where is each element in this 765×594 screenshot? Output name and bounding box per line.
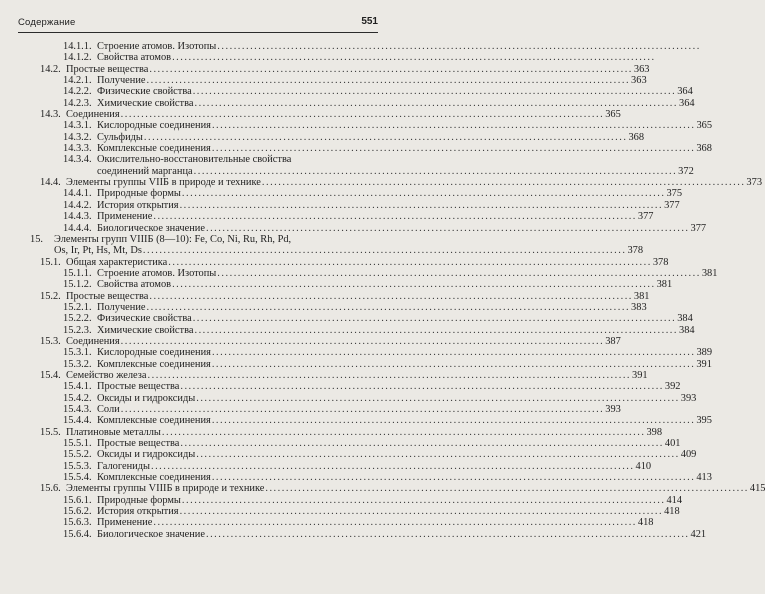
leader-dots <box>168 257 652 268</box>
toc-entry-number: 15.1. <box>40 256 61 268</box>
leader-dots <box>217 41 701 52</box>
toc-entry-title: Получение <box>97 301 146 313</box>
toc-entry-number: 15.3.1. <box>63 347 92 359</box>
toc-entry-page: 415 <box>749 483 765 495</box>
toc-entry-title: Физические свойства <box>97 86 192 98</box>
toc-entry-title: Сульфиды <box>97 131 143 143</box>
header-title: Содержание <box>18 17 76 28</box>
toc-entry <box>30 381 681 393</box>
toc-entry-title: Элементы групп VIIIБ (8—10): Fe, Co, Ni, Ru, Rh, Pd, <box>54 233 292 245</box>
table-of-contents <box>30 41 765 540</box>
header-page-number: 551 <box>361 16 378 27</box>
toc-entry-page: 368 <box>696 143 712 155</box>
toc-entry-page: 398 <box>646 426 663 438</box>
toc-entry-title: Природные формы <box>97 494 181 506</box>
toc-entry <box>30 392 697 404</box>
toc-entry <box>30 517 654 529</box>
leader-dots <box>212 347 696 358</box>
toc-entry-page: 364 <box>679 97 695 109</box>
leader-dots <box>217 268 701 279</box>
toc-entry-page: 378 <box>627 245 644 257</box>
toc-entry <box>30 324 695 336</box>
leader-dots <box>153 517 637 528</box>
toc-entry <box>30 369 648 381</box>
toc-entry-number: 14.2.3. <box>63 97 92 109</box>
toc-entry-title: Строение атомов. Изотопы <box>97 41 217 52</box>
toc-entry-number: 15.2.3. <box>63 324 92 336</box>
leader-dots <box>212 120 696 131</box>
toc-entry-page: 395 <box>696 415 712 427</box>
toc-entry-page: 381 <box>633 290 650 302</box>
toc-entry-page: 384 <box>677 313 693 325</box>
toc-entry <box>30 301 647 313</box>
toc-entry-page: 391 <box>696 358 712 370</box>
leader-dots <box>206 223 690 234</box>
toc-entry-number: 15.5.1. <box>63 438 92 450</box>
toc-entry <box>30 347 713 359</box>
toc-entry-title: Простые вещества <box>66 63 149 75</box>
toc-entry <box>30 211 654 223</box>
toc-entry-title: Галогениды <box>97 460 150 472</box>
leader-dots <box>212 415 696 426</box>
toc-entry <box>30 52 375 63</box>
toc-entry-number: 15.5.3. <box>63 460 92 472</box>
toc-entry-page: 409 <box>680 449 697 461</box>
toc-entry-number: 14.4.1. <box>63 188 92 200</box>
leader-dots <box>147 75 631 86</box>
toc-entry-page: 377 <box>637 211 654 223</box>
toc-entry <box>30 404 621 415</box>
toc-entry-page: 387 <box>605 335 621 347</box>
toc-entry-page: 418 <box>637 517 654 529</box>
toc-entry-title: Соединения <box>66 335 120 347</box>
toc-entry-number: 15.6. <box>40 483 61 495</box>
toc-entry-page: 392 <box>664 381 681 393</box>
toc-entry-number: 14.3.3. <box>63 143 92 155</box>
toc-entry-title: Оксиды и гидроксиды <box>97 392 196 404</box>
toc-entry-title: Строение атомов. Изотопы <box>97 267 217 279</box>
toc-entry <box>30 63 650 75</box>
toc-entry-number: 15.6.1. <box>63 494 92 506</box>
toc-entry-number: 14.3.1. <box>63 120 92 132</box>
toc-entry <box>30 267 718 279</box>
toc-entry-number: 15.4.1. <box>63 381 92 393</box>
toc-entry-number: 15.3. <box>40 335 61 347</box>
toc-entry-title: Элементы группы VIIБ в природе и технике <box>66 177 261 189</box>
leader-dots <box>153 211 637 222</box>
toc-entry-page: 373 <box>746 177 763 189</box>
toc-entry-number: 14.3.4. <box>63 154 92 166</box>
toc-entry-number: 15.3.2. <box>63 358 92 370</box>
toc-entry-title: Комплексные соединения <box>97 472 211 484</box>
toc-entry-number: 15.4.4. <box>63 415 92 427</box>
toc-entry-page: 363 <box>633 63 650 75</box>
toc-entry-page: 365 <box>696 120 713 132</box>
toc-entry-number: 14.3.2. <box>63 131 92 143</box>
leader-dots <box>148 370 632 381</box>
toc-entry-number: 15. <box>30 233 43 245</box>
toc-entry <box>30 506 680 518</box>
toc-entry-page: 413 <box>696 472 712 484</box>
toc-entry <box>30 41 375 52</box>
toc-entry-number: 14.1.1. <box>63 41 92 52</box>
leader-dots <box>262 177 746 188</box>
leader-dots <box>151 461 635 472</box>
toc-entry <box>30 279 673 291</box>
toc-entry-page: 383 <box>631 301 647 313</box>
leader-dots <box>196 393 680 404</box>
toc-entry-title: Получение <box>97 75 146 87</box>
toc-entry-page: 372 <box>678 165 694 177</box>
toc-entry-title: Общая характеристика <box>66 256 168 268</box>
toc-entry-number: 14.2.2. <box>63 86 92 98</box>
toc-entry-title: Соединения <box>66 109 120 121</box>
toc-entry <box>30 233 644 257</box>
toc-entry <box>30 256 669 268</box>
toc-entry-number: 15.2.1. <box>63 301 92 313</box>
toc-entry-title: Комплексные соединения <box>97 358 211 370</box>
toc-entry <box>30 154 694 177</box>
toc-entry-page: 384 <box>679 324 695 336</box>
leader-dots <box>194 325 678 336</box>
toc-entry-number: 15.4.3. <box>63 404 92 415</box>
toc-entry-page: 401 <box>664 438 681 450</box>
toc-entry-number: 14.4. <box>40 177 61 189</box>
toc-entry <box>30 75 647 87</box>
running-header <box>18 15 378 33</box>
toc-entry-title: Окислительно-восстановительные свойства <box>97 154 292 166</box>
toc-entry-page: 418 <box>664 506 680 518</box>
toc-entry <box>30 335 621 347</box>
leader-dots <box>162 427 646 438</box>
toc-entry-title: Простые вещества <box>66 290 149 302</box>
toc-entry-title: Комплексные соединения <box>97 143 211 155</box>
toc-entry-page: 381 <box>701 267 718 279</box>
toc-entry <box>30 415 712 427</box>
leader-dots <box>265 483 749 494</box>
toc-entry-page: 377 <box>664 199 680 211</box>
toc-entry-number: 15.6.4. <box>63 528 92 540</box>
toc-entry-page: 421 <box>690 528 707 540</box>
leader-dots <box>180 200 664 211</box>
leader-dots <box>212 472 696 483</box>
toc-entry <box>30 483 765 495</box>
toc-entry-number: 15.2. <box>40 290 61 302</box>
toc-entry-number: 15.2.2. <box>63 313 92 325</box>
toc-entry <box>30 449 697 461</box>
toc-entry-title: Простые вещества <box>97 381 180 393</box>
toc-entry-title: Кислородные соединения <box>97 120 211 132</box>
leader-dots <box>182 495 666 506</box>
leader-dots <box>172 52 656 63</box>
toc-entry-number: 15.4.2. <box>63 392 92 404</box>
toc-entry <box>30 188 683 200</box>
toc-entry <box>30 109 621 121</box>
leader-dots <box>180 506 664 517</box>
leader-dots <box>172 279 656 290</box>
toc-entry <box>30 199 680 211</box>
toc-entry-page: 375 <box>666 188 683 200</box>
toc-entry-title: Физические свойства <box>97 313 192 325</box>
toc-entry <box>30 290 650 302</box>
toc-entry-title: Химические свойства <box>97 324 194 336</box>
leader-dots <box>180 438 664 449</box>
leader-dots <box>143 245 627 256</box>
toc-entry-page: 410 <box>635 460 652 472</box>
toc-entry-number: 14.2. <box>40 63 61 75</box>
toc-entry-page: 377 <box>690 222 707 234</box>
toc-entry-title: Соли <box>97 404 120 415</box>
toc-entry <box>30 143 712 155</box>
toc-entry-title: Платиновые металлы <box>66 426 161 438</box>
leader-dots <box>212 143 696 154</box>
toc-entry-title: Семейство железа <box>66 369 147 381</box>
leader-dots <box>144 132 628 143</box>
toc-entry <box>30 313 693 325</box>
toc-entry-page: 391 <box>632 369 648 381</box>
toc-entry-number: 14.4.2. <box>63 199 92 211</box>
toc-entry-number: 14.2.1. <box>63 75 92 87</box>
toc-entry <box>30 120 713 132</box>
toc-entry <box>30 358 712 370</box>
leader-dots <box>194 166 678 177</box>
toc-entry-number: 15.5.4. <box>63 472 92 484</box>
leader-dots <box>194 98 678 109</box>
toc-entry-title: Кислородные соединения <box>97 347 211 359</box>
toc-entry-page: 368 <box>628 131 645 143</box>
toc-entry <box>30 438 681 450</box>
toc-entry <box>30 528 707 540</box>
leader-dots <box>212 359 696 370</box>
toc-entry-number: 15.6.2. <box>63 506 92 518</box>
toc-entry-page: 363 <box>631 75 647 87</box>
toc-entry-number: 15.1.2. <box>63 279 92 291</box>
toc-entry-number: 14.1.2. <box>63 52 92 64</box>
toc-entry-title: Свойства атомов <box>97 279 172 291</box>
toc-entry-page: 381 <box>656 279 673 291</box>
toc-entry <box>30 177 763 189</box>
toc-entry-title: Биологическое значение <box>97 528 205 540</box>
toc-entry-title: Применение <box>97 517 153 529</box>
toc-entry-page: 393 <box>680 392 697 404</box>
toc-entry-number: 14.4.3. <box>63 211 92 223</box>
toc-entry <box>30 426 663 438</box>
toc-entry-number: 14.4.4. <box>63 222 92 234</box>
toc-entry <box>30 222 707 234</box>
toc-entry <box>30 472 712 484</box>
toc-entry-page: 393 <box>605 404 621 415</box>
toc-entry-number: 15.1.1. <box>63 267 92 279</box>
toc-entry-number: 14.3. <box>40 109 61 121</box>
toc-entry-page: 378 <box>652 256 669 268</box>
toc-entry-title: Природные формы <box>97 188 181 200</box>
toc-entry-title: Биологическое значение <box>97 222 205 234</box>
toc-entry-title: Применение <box>97 211 153 223</box>
toc-entry-title: Комплексные соединения <box>97 415 211 427</box>
toc-entry-title-continuation: соединений марганца <box>97 165 193 177</box>
toc-entry-page: 364 <box>677 86 693 98</box>
toc-entry-number: 15.5. <box>40 426 61 438</box>
toc-entry <box>30 131 645 143</box>
leader-dots <box>121 404 605 415</box>
toc-entry-title: История открытия <box>97 506 179 518</box>
toc-entry-title-continuation: Os, Ir, Pt, Hs, Mt, Ds <box>54 245 142 257</box>
leader-dots <box>149 64 633 75</box>
leader-dots <box>182 188 666 199</box>
toc-entry-page: 365 <box>605 109 621 121</box>
leader-dots <box>193 86 677 97</box>
toc-entry <box>30 97 695 109</box>
toc-entry-page: 414 <box>666 494 683 506</box>
leader-dots <box>196 449 680 460</box>
toc-entry-title: Химические свойства <box>97 97 194 109</box>
leader-dots <box>193 313 677 324</box>
leader-dots <box>147 302 631 313</box>
leader-dots <box>121 336 605 347</box>
leader-dots <box>180 381 664 392</box>
toc-entry-number: 15.5.2. <box>63 449 92 461</box>
toc-entry <box>30 460 652 472</box>
leader-dots <box>149 291 633 302</box>
toc-entry-number: 15.6.3. <box>63 517 92 529</box>
leader-dots <box>206 529 690 540</box>
toc-entry <box>30 494 683 506</box>
toc-entry-title: Свойства атомов <box>97 52 172 64</box>
toc-entry-title: Элементы группы VIIIБ в природе и технике <box>66 483 265 495</box>
toc-entry-page: 389 <box>696 347 713 359</box>
leader-dots <box>121 109 605 120</box>
toc-entry <box>30 86 693 98</box>
toc-entry-title: Оксиды и гидроксиды <box>97 449 196 461</box>
toc-entry-number: 15.4. <box>40 369 61 381</box>
toc-entry-title: История открытия <box>97 199 179 211</box>
toc-entry-title: Простые вещества <box>97 438 180 450</box>
